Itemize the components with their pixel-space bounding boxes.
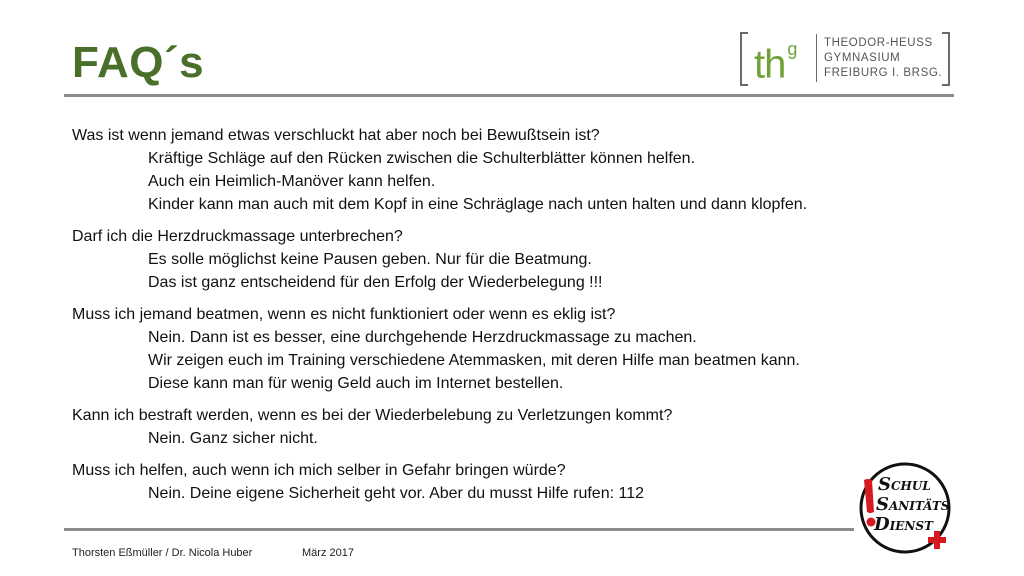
footer-authors: Thorsten Eßmüller / Dr. Nicola Huber [72,547,253,559]
badge-word: IENST [889,519,933,533]
schulsanitaetsdienst-logo [850,454,960,564]
logo-school-name [824,36,942,81]
faq-question: Darf ich die Herzdruckmassage unterbrechen? [72,228,403,245]
faq-answer: Nein. Dann ist es besser, eine durchgehende Herzdruckmassage zu machen. [148,329,697,346]
logo-line: GYMNASIUM [824,52,901,64]
logo-divider [816,34,817,82]
badge-word: ANITÄTS [889,499,950,513]
faq-answer: Auch ein Heimlich-Manöver kann helfen. [148,173,436,190]
faq-answer: Es solle möglichst keine Pausen geben. Nur für die Beatmung. [148,251,592,268]
faq-question: Muss ich jemand beatmen, wenn es nicht funktioniert oder wenn es eklig ist? [72,306,616,323]
school-logo [740,32,950,86]
badge-initial: S [878,474,891,495]
footer-divider [64,528,854,531]
header-divider [64,94,954,97]
faq-answer: Kräftige Schläge auf den Rücken zwischen die Schulterblätter können helfen. [148,150,696,167]
faq-item [72,459,892,505]
faq-item [72,225,892,294]
faq-item [72,404,892,450]
faq-list [72,124,892,514]
logo-mark-text: th [754,42,786,87]
page-title: FAQ´s [72,38,205,87]
faq-answer: Das ist ganz entscheidend für den Erfolg der Wiederbelegung !!! [148,274,603,291]
footer-date: März 2017 [302,547,354,559]
sanitaetsdienst-badge-icon [850,454,960,564]
logo-mark [754,36,796,85]
faq-answer: Kinder kann man auch mit dem Kopf in eine Schräglage nach unten halten und dann klopfen. [148,196,808,213]
faq-answer: Diese kann man für wenig Geld auch im Internet bestellen. [148,375,564,392]
logo-left-bracket [740,32,748,86]
faq-item [72,124,892,216]
faq-answer: Wir zeigen euch im Training verschiedene Atemmasken, mit deren Hilfe man beatmen kann. [148,352,800,369]
faq-answer: Nein. Deine eigene Sicherheit geht vor. Aber du musst Hilfe rufen: 112 [148,485,644,502]
logo-mark-sup: g [787,39,797,59]
badge-initial: D [874,514,890,535]
logo-line: FREIBURG I. BRSG. [824,67,943,79]
badge-initial: S [876,494,889,515]
logo-line: THEODOR-HEUSS [824,37,933,49]
faq-question: Was ist wenn jemand etwas verschluckt hat aber noch bei Bewußtsein ist? [72,127,600,144]
faq-item [72,303,892,395]
faq-question: Muss ich helfen, auch wenn ich mich selber in Gefahr bringen würde? [72,462,566,479]
faq-answer: Nein. Ganz sicher nicht. [148,430,318,447]
badge-word: CHUL [891,479,931,493]
faq-question: Kann ich bestraft werden, wenn es bei der Wiederbelebung zu Verletzungen kommt? [72,407,673,424]
logo-right-bracket [942,32,950,86]
